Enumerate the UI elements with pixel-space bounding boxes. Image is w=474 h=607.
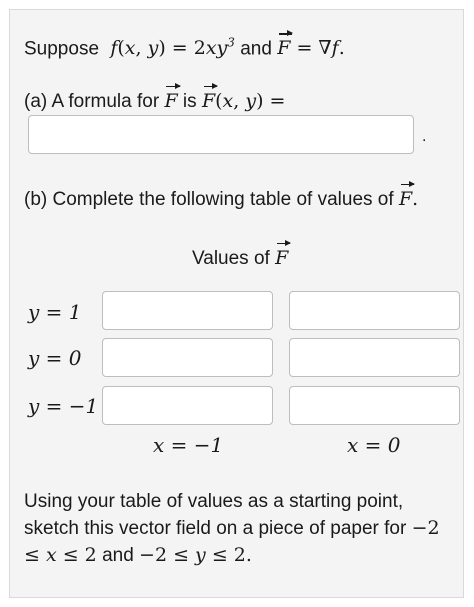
column-label-x-0: x = 0 <box>347 433 401 457</box>
intro-prefix: Suppose <box>24 38 100 60</box>
intro-connector: and <box>240 38 272 60</box>
row-label-y-0: y = 0 <box>28 346 82 370</box>
cell-input-y0-xneg1[interactable] <box>102 338 273 377</box>
part-a-label: (a) A formula for <box>24 91 160 112</box>
cell-input-y1-xneg1[interactable] <box>102 291 273 330</box>
column-label-x-neg1: x = −1 <box>153 433 224 457</box>
vector-field-definition: F = ∇f. <box>277 37 345 60</box>
sketch-instructions-and: and <box>102 545 134 566</box>
cell-input-yneg1-x0[interactable] <box>289 386 460 425</box>
sketch-instructions <box>24 488 454 569</box>
cell-input-y0-x0[interactable] <box>289 338 460 377</box>
y-range: −2 ≤ y ≤ 2. <box>139 544 252 566</box>
cell-input-y1-x0[interactable] <box>289 291 460 330</box>
sketch-instructions-text: Using your table of values as a starting point, sketch this vector field on a piece of paper for <box>24 491 407 539</box>
cell-input-yneg1-xneg1[interactable] <box>102 386 273 425</box>
part-a-prompt: (a) A formula for F is F(x, y) = <box>24 90 286 112</box>
part-b-label: (b) Complete the following table of values of <box>24 189 394 210</box>
problem-statement <box>24 31 345 61</box>
row-label-y-1: y = 1 <box>28 300 82 324</box>
part-b-prompt: (b) Complete the following table of values of F. <box>24 188 419 210</box>
function-definition: f(x, $y) = 2xy^3$ <box>104 36 235 60</box>
formula-answer-input[interactable] <box>28 115 414 154</box>
table-title: Values of F <box>192 247 289 269</box>
answer-period: . <box>422 128 427 145</box>
row-label-y-neg1: y = −1 <box>28 394 99 418</box>
part-a-is: is <box>182 91 197 112</box>
x-range: −2 ≤ x ≤ 2 <box>24 517 440 566</box>
